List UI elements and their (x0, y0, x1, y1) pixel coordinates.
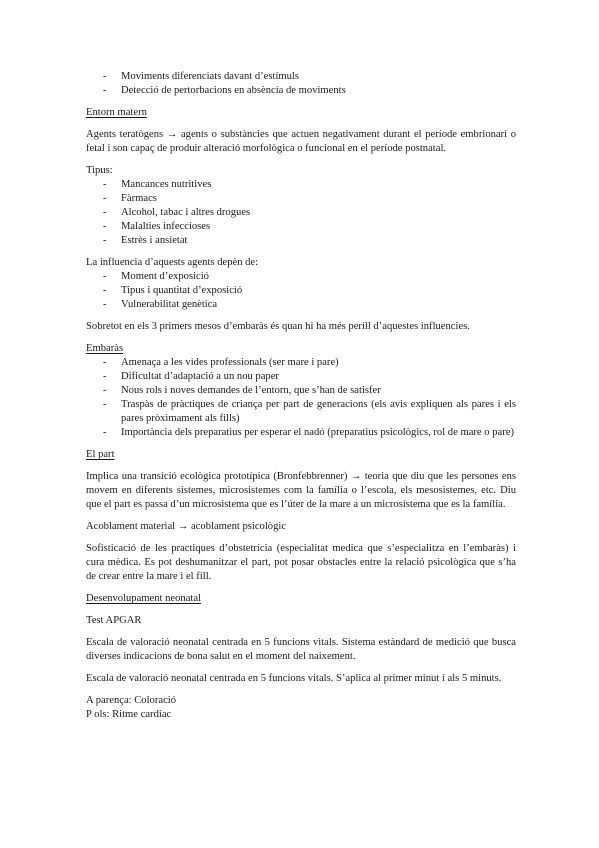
apgar-line-aparenca: A parença: Coloració (86, 695, 177, 706)
paragraph-acoblament: Acoblament material → acoblament psicològic (86, 521, 287, 532)
list-item: - Amenaça a les vides professionals (ser mare i pare) (86, 356, 516, 370)
section-heading-entorn: Entorn matern (86, 107, 147, 118)
list-item: - Traspàs de pràctiques de criança per part de generacions (els avis expliquen als pares i els pares pròximament als fills) (86, 398, 516, 426)
list-item: - Dificultat d’adaptació a un nou paper (86, 370, 516, 384)
section-heading-embaras: Embaràs (86, 343, 124, 354)
list-item: - Importància dels preparatius per esperar el nadó (preparatius psicològics, rol de mare o pare) (86, 426, 516, 440)
paragraph-escala-2: Escala de valoració neonatal centrada en 5 funcions vitals. S’aplica al primer minut i als 5 minuts. (86, 673, 502, 684)
paragraph-teratogens: Agents teratògens → agents o substàncies que actuen negativament durant el període embrionari o fetal i son capaç de produir alteració morfològica o funcional en el període postnatal. (86, 129, 516, 154)
list-item: - Mancances nutritives (86, 178, 516, 192)
list-item: - Fàrmacs (86, 192, 516, 206)
paragraph-sobretot: Sobretot en els 3 primers mesos d’embaràs és quan hi ha més perill d’aquestes influencies. (86, 321, 470, 332)
apgar-line-pols: P ols: Ritme cardiac (86, 709, 172, 720)
list-item: - Tipus i quantitat d’exposició (86, 284, 516, 298)
influencia-list (86, 270, 516, 312)
tipus-label: Tipus: (86, 165, 113, 176)
paragraph-escala-1: Escala de valoració neonatal centrada en 5 funcions vitals. Sistema estàndard de medició que busca diverses indicacions de bona salut en el moment del naixement. (86, 637, 516, 662)
embaras-list (86, 356, 516, 440)
list-item: - Vulnerabilitat genètica (86, 298, 516, 312)
top-list (86, 70, 516, 98)
paragraph-transicio: Implica una transició ecològica prototípica (Bronfebbrenner) → teoria que diu que les persones ens movem en diferents sistemes, microsistemes com la família o l’escola, els mesosistemes, etc. Diu que el part es passa d’un microsistema que es l’úter de la mare a un microsistema que es la família. (86, 471, 516, 510)
test-apgar-label: Test APGAR (86, 615, 142, 626)
section-heading-part: El part (86, 449, 115, 460)
tipus-list (86, 178, 516, 248)
list-item: - Moment d’exposició (86, 270, 516, 284)
list-item: - Malalties infeccioses (86, 220, 516, 234)
section-heading-neonatal: Desenvolupament neonatal (86, 593, 202, 604)
influencia-label: La influencia d’aquests agents depèn de: (86, 257, 259, 268)
list-item: - Alcohol, tabac i altres drogues (86, 206, 516, 220)
paragraph-obstetricia: Sofisticació de les practiques d’obstetrícia (especialitat medica que s’especialitza en l’embaràs) i cura mèdica. Es pot deshumanitzar el part, pot posar obstacles entre la relació psicològica que s’ha de crear entre la mare i el fill. (86, 543, 516, 582)
list-item: - Detecció de pertorbacions en absència de moviments (86, 84, 516, 98)
list-item: - Moviments diferenciats davant d’estímuls (86, 70, 516, 84)
document-content (86, 70, 516, 722)
list-item: - Nous rols i noves demandes de l’entorn, que s’han de satisfer (86, 384, 516, 398)
list-item: - Estrès i ansietat (86, 234, 516, 248)
